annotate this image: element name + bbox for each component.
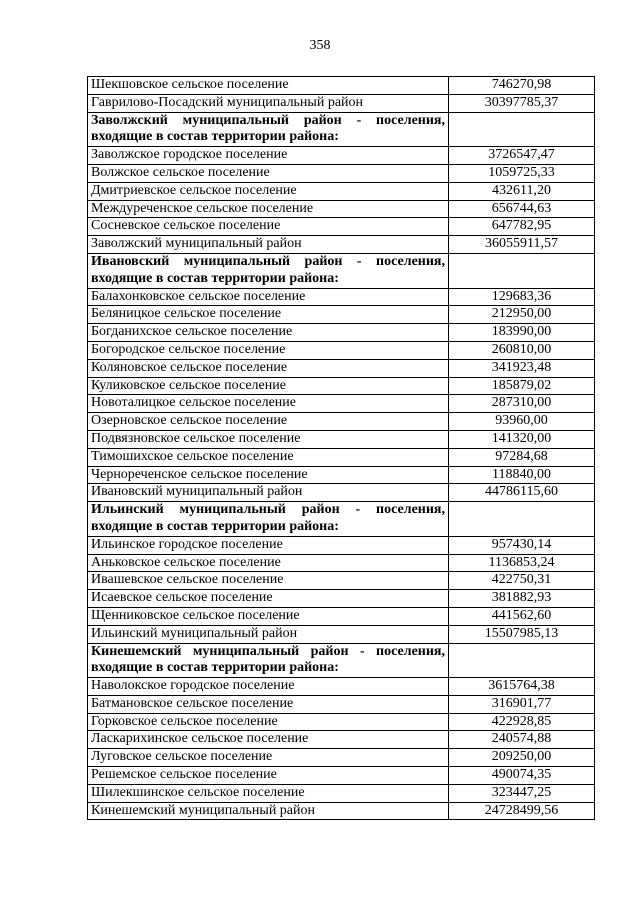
amount-value: 656744,63 xyxy=(449,200,595,218)
amount-value: 287310,00 xyxy=(449,395,595,413)
section-header-row xyxy=(88,643,595,678)
settlement-name: Богородское сельское поселение xyxy=(88,341,449,359)
table-row xyxy=(88,200,595,218)
amount-value: 93960,00 xyxy=(449,413,595,431)
table-row xyxy=(88,395,595,413)
amount-value: 1136853,24 xyxy=(449,554,595,572)
table-body xyxy=(88,77,595,820)
settlement-name: Коляновское сельское поселение xyxy=(88,359,449,377)
amount-value xyxy=(449,502,595,537)
table-row xyxy=(88,182,595,200)
settlement-name: Щенниковское сельское поселение xyxy=(88,607,449,625)
amount-value: 24728499,56 xyxy=(449,802,595,820)
settlement-name: Шекшовское сельское поселение xyxy=(88,77,449,95)
amount-value: 3726547,47 xyxy=(449,147,595,165)
settlement-name: Наволокское городское поселение xyxy=(88,678,449,696)
settlement-name: Новоталицкое сельское поселение xyxy=(88,395,449,413)
settlement-name: Междуреченское сельское поселение xyxy=(88,200,449,218)
amount-value xyxy=(449,253,595,288)
amount-value: 381882,93 xyxy=(449,590,595,608)
amount-value: 441562,60 xyxy=(449,607,595,625)
table-row xyxy=(88,554,595,572)
budget-table xyxy=(87,76,595,820)
table-row xyxy=(88,607,595,625)
settlement-name: Ивашевское сельское поселение xyxy=(88,572,449,590)
amount-value: 3615764,38 xyxy=(449,678,595,696)
section-title: Заволжский муниципальный район - поселения, входящие в состав территории района: xyxy=(88,112,449,147)
settlement-name: Сосневское сельское поселение xyxy=(88,218,449,236)
table-row xyxy=(88,536,595,554)
amount-value: 341923,48 xyxy=(449,359,595,377)
amount-value: 212950,00 xyxy=(449,306,595,324)
settlement-name: Тимошихское сельское поселение xyxy=(88,448,449,466)
settlement-name: Заволжское городское поселение xyxy=(88,147,449,165)
settlement-name: Шилекшинское сельское поселение xyxy=(88,784,449,802)
amount-value: 957430,14 xyxy=(449,536,595,554)
table-row xyxy=(88,359,595,377)
settlement-name: Гаврилово-Посадский муниципальный район xyxy=(88,94,449,112)
section-title: Кинешемский муниципальный район - поселения, входящие в состав территории района: xyxy=(88,643,449,678)
settlement-name: Ивановский муниципальный район xyxy=(88,484,449,502)
table-row xyxy=(88,767,595,785)
table-row xyxy=(88,731,595,749)
amount-value: 1059725,33 xyxy=(449,164,595,182)
table-row xyxy=(88,236,595,254)
table-row xyxy=(88,802,595,820)
amount-value: 323447,25 xyxy=(449,784,595,802)
amount-value xyxy=(449,643,595,678)
table-row xyxy=(88,413,595,431)
settlement-name: Озерновское сельское поселение xyxy=(88,413,449,431)
table-row xyxy=(88,288,595,306)
amount-value: 183990,00 xyxy=(449,324,595,342)
settlement-name: Волжское сельское поселение xyxy=(88,164,449,182)
table-row xyxy=(88,695,595,713)
table-row xyxy=(88,430,595,448)
amount-value: 316901,77 xyxy=(449,695,595,713)
settlement-name: Решемское сельское поселение xyxy=(88,767,449,785)
settlement-name: Беляницкое сельское поселение xyxy=(88,306,449,324)
amount-value: 422928,85 xyxy=(449,713,595,731)
amount-value: 240574,88 xyxy=(449,731,595,749)
settlement-name: Богданихское сельское поселение xyxy=(88,324,449,342)
section-title: Ивановский муниципальный район - поселения, входящие в состав территории района: xyxy=(88,253,449,288)
table-row xyxy=(88,147,595,165)
settlement-name: Горковское сельское поселение xyxy=(88,713,449,731)
amount-value: 260810,00 xyxy=(449,341,595,359)
settlement-name: Батмановское сельское поселение xyxy=(88,695,449,713)
page-number: 358 xyxy=(309,38,331,53)
settlement-name: Куликовское сельское поселение xyxy=(88,377,449,395)
settlement-name: Луговское сельское поселение xyxy=(88,749,449,767)
table-row xyxy=(88,678,595,696)
settlement-name: Ласкарихинское сельское поселение xyxy=(88,731,449,749)
settlement-name: Исаевское сельское поселение xyxy=(88,590,449,608)
amount-value: 97284,68 xyxy=(449,448,595,466)
amount-value: 185879,02 xyxy=(449,377,595,395)
amount-value: 15507985,13 xyxy=(449,625,595,643)
table-row xyxy=(88,784,595,802)
amount-value: 129683,36 xyxy=(449,288,595,306)
amount-value: 118840,00 xyxy=(449,466,595,484)
settlement-name: Ильинский муниципальный район xyxy=(88,625,449,643)
amount-value xyxy=(449,112,595,147)
amount-value: 36055911,57 xyxy=(449,236,595,254)
table-row xyxy=(88,448,595,466)
amount-value: 746270,98 xyxy=(449,77,595,95)
table-row xyxy=(88,218,595,236)
amount-value: 44786115,60 xyxy=(449,484,595,502)
settlement-name: Дмитриевское сельское поселение xyxy=(88,182,449,200)
section-title: Ильинский муниципальный район - поселения, входящие в состав территории района: xyxy=(88,502,449,537)
amount-value: 209250,00 xyxy=(449,749,595,767)
table-row xyxy=(88,377,595,395)
table-row xyxy=(88,94,595,112)
table-row xyxy=(88,713,595,731)
section-header-row xyxy=(88,253,595,288)
table-row xyxy=(88,590,595,608)
table-row xyxy=(88,466,595,484)
settlement-name: Ильинское городское поселение xyxy=(88,536,449,554)
table-row xyxy=(88,306,595,324)
table-row xyxy=(88,625,595,643)
settlement-name: Кинешемский муниципальный район xyxy=(88,802,449,820)
amount-value: 490074,35 xyxy=(449,767,595,785)
amount-value: 141320,00 xyxy=(449,430,595,448)
amount-value: 432611,20 xyxy=(449,182,595,200)
amount-value: 422750,31 xyxy=(449,572,595,590)
table-row xyxy=(88,341,595,359)
settlement-name: Заволжский муниципальный район xyxy=(88,236,449,254)
table-row xyxy=(88,164,595,182)
settlement-name: Балахонковское сельское поселение xyxy=(88,288,449,306)
amount-value: 647782,95 xyxy=(449,218,595,236)
table-row xyxy=(88,77,595,95)
amount-value: 30397785,37 xyxy=(449,94,595,112)
settlement-name: Подвязновское сельское поселение xyxy=(88,430,449,448)
table-row xyxy=(88,324,595,342)
table-row xyxy=(88,572,595,590)
section-header-row xyxy=(88,112,595,147)
settlement-name: Чернореченское сельское поселение xyxy=(88,466,449,484)
table-row xyxy=(88,749,595,767)
section-header-row xyxy=(88,502,595,537)
table-row xyxy=(88,484,595,502)
settlement-name: Аньковское сельское поселение xyxy=(88,554,449,572)
